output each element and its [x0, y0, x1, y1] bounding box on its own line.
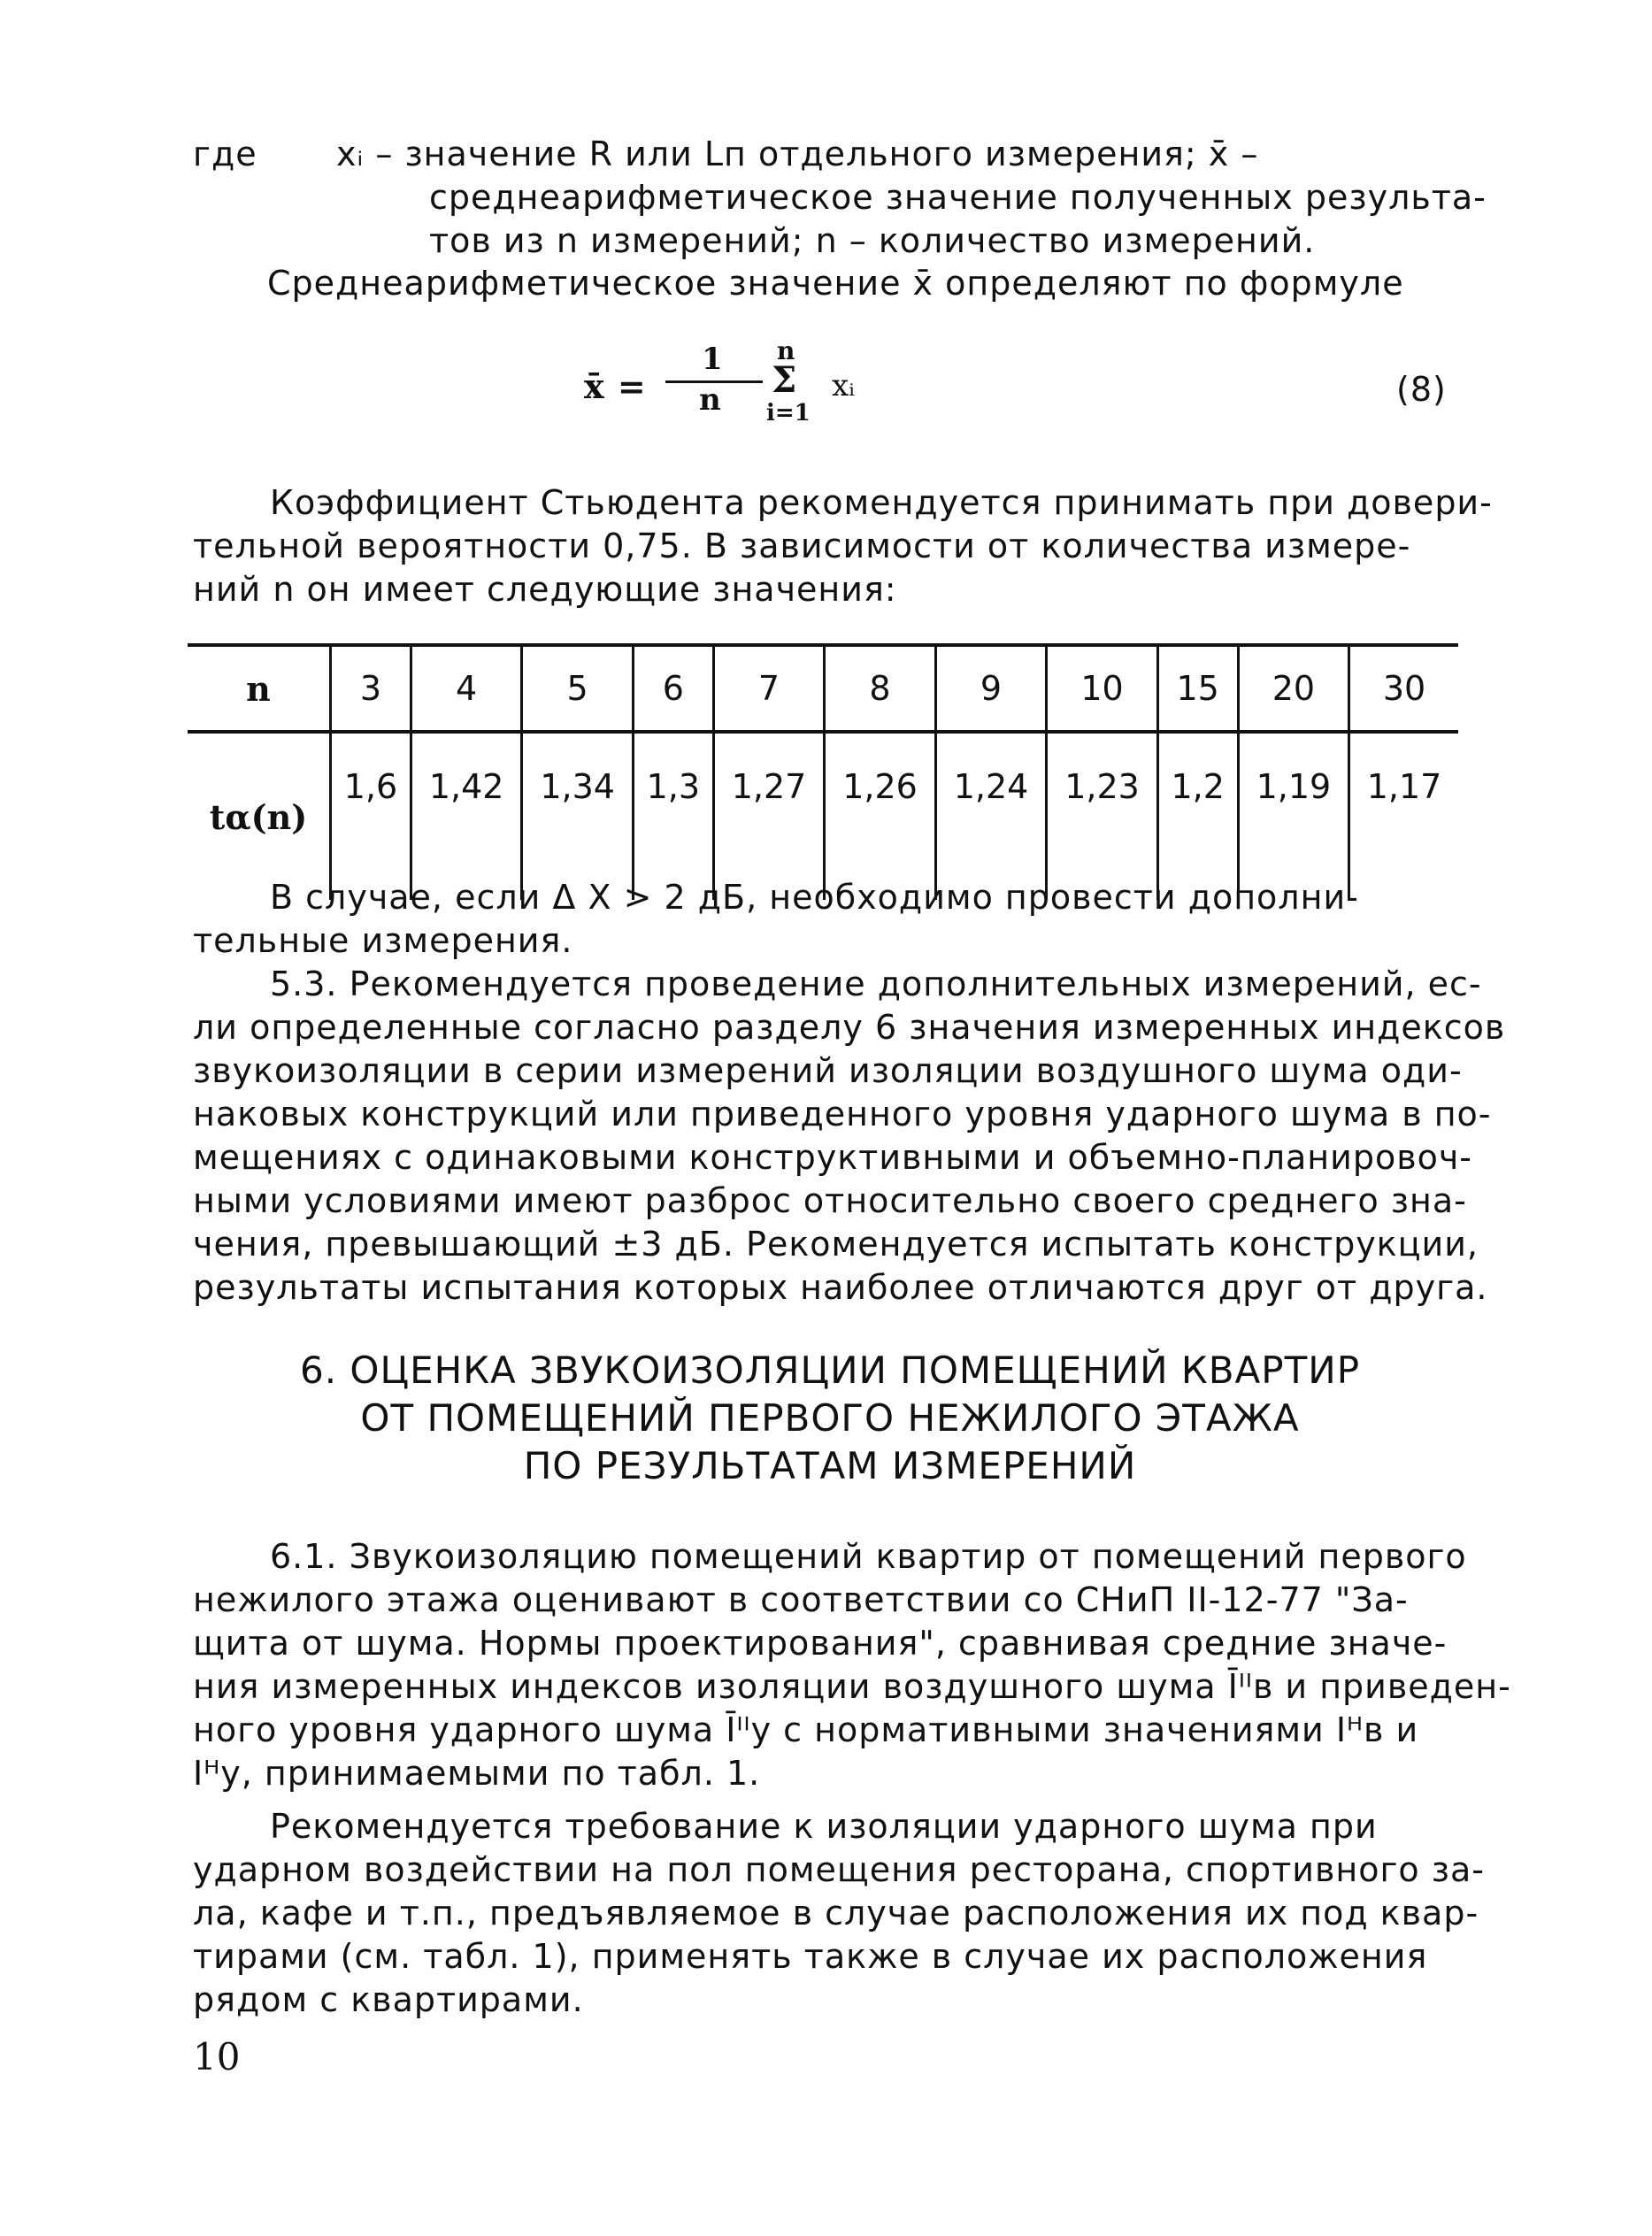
para-5-3-line: наковых конструкций или приведенного уровня ударного шума в по- [193, 1095, 1492, 1133]
para-6-1-line: ного уровня ударного шума Īᴵᴵу с нормативными значениями Iᴴв и [193, 1710, 1419, 1749]
definitions-line-1: xᵢ – значение R или Lп отдельного измерения; x̄ – [336, 134, 1259, 173]
para-5-3-line: ными условиями имеют разброс относительно своего среднего зна- [193, 1181, 1467, 1220]
definitions-line-4: Среднеарифметическое значение x̄ определяют по формуле [267, 264, 1404, 303]
para-recommend-line: ударном воздействии на пол помещения ресторана, спортивного за- [193, 1850, 1485, 1889]
table-cell: 9 [935, 645, 1047, 732]
formula-lhs: x̄ = [584, 366, 647, 406]
table-cell: 1,23 [1047, 732, 1158, 900]
student-coefficient-table [188, 643, 1458, 900]
table-cell: 1,17 [1349, 732, 1458, 900]
table-cell: 20 [1238, 645, 1349, 732]
table-cell: 30 [1349, 645, 1458, 732]
section-title-line: ПО РЕЗУЛЬТАТАМ ИЗМЕРЕНИЙ [523, 1444, 1137, 1487]
table-cell: 1,34 [522, 732, 634, 900]
table-cell: 1,42 [411, 732, 522, 900]
table-cell: 1,19 [1238, 732, 1349, 900]
table-cell: 1,26 [825, 732, 936, 900]
delta-para-line-2: тельные измерения. [193, 921, 573, 960]
sum-upper-limit: n [777, 336, 795, 365]
table-row [188, 732, 1458, 900]
formula-numerator: 1 [702, 342, 723, 377]
table-cell: 1,6 [331, 732, 411, 900]
para-6-1-line: ния измеренных индексов изоляции воздушного шума Īᴵᴵв и приведен- [193, 1667, 1511, 1706]
delta-para-line-1: В случае, если Δ X > 2 дБ, необходимо провести дополни- [270, 878, 1359, 917]
table-cell: 4 [411, 645, 522, 732]
para-5-3-line: чения, превышающий ±3 дБ. Рекомендуется испытать конструкции, [193, 1225, 1479, 1264]
table-cell: 1,24 [935, 732, 1047, 900]
table-cell: 1,27 [713, 732, 825, 900]
para-5-3-line: 5.3. Рекомендуется проведение дополнительных измерений, ес- [270, 964, 1482, 1003]
definitions-line-3: тов из n измерений; n – количество измерений. [429, 221, 1316, 260]
table-row [188, 645, 1458, 732]
section-title-line: 6. ОЦЕНКА ЗВУКОИЗОЛЯЦИИ ПОМЕЩЕНИЙ КВАРТИР [299, 1349, 1361, 1392]
table-cell: 15 [1157, 645, 1238, 732]
student-para-line-2: тельной вероятности 0,75. В зависимости от количества измере- [193, 526, 1411, 565]
sum-symbol: Σ [772, 359, 797, 401]
para-6-1-line: 6.1. Звукоизоляцию помещений квартир от помещений первого [270, 1537, 1467, 1576]
formula-number: (8) [1396, 370, 1447, 409]
para-5-3-line: мещениях с одинаковыми конструктивными и объемно-планировоч- [193, 1138, 1472, 1177]
para-6-1-line: Iᴴу, принимаемыми по табл. 1. [193, 1754, 761, 1793]
para-5-3-line: звукоизоляции в серии измерений изоляции воздушного шума оди- [193, 1051, 1463, 1090]
para-recommend-line: Рекомендуется требование к изоляции ударного шума при [270, 1807, 1378, 1846]
table-cell: 1,2 [1157, 732, 1238, 900]
table-cell: 6 [633, 645, 713, 732]
definitions-line-2: среднеарифметическое значение полученных результа- [429, 178, 1487, 217]
section-title-line: ОТ ПОМЕЩЕНИЙ ПЕРВОГО НЕЖИЛОГО ЭТАЖА [360, 1396, 1300, 1440]
student-para-line-1: Коэффициент Стьюдента рекомендуется принимать при довери- [270, 483, 1493, 522]
table-cell: 5 [522, 645, 634, 732]
table-cell: 10 [1047, 645, 1158, 732]
para-6-1-line: щита от шума. Нормы проектирования", сравнивая средние значе- [193, 1624, 1448, 1663]
table-cell: 7 [713, 645, 825, 732]
para-6-1-line: нежилого этажа оценивают в соответствии со СНиП II-12-77 "За- [193, 1580, 1409, 1619]
definitions-where: где [193, 134, 257, 173]
formula-denominator: n [699, 382, 721, 418]
table-cell-n-label: n [188, 645, 331, 732]
table-cell: 8 [825, 645, 936, 732]
para-5-3-line: результаты испытания которых наиболее отличаются друг от друга. [193, 1268, 1488, 1307]
student-para-line-3: ний n он имеет следующие значения: [193, 570, 897, 609]
para-recommend-line: тирами (см. табл. 1), применять также в случае их расположения [193, 1937, 1428, 1976]
table-cell-t-label: tα(n) [209, 796, 308, 837]
table-cell: 3 [331, 645, 411, 732]
para-recommend-line: ла, кафе и т.п., предъявляемое в случае расположения их под квар- [193, 1894, 1479, 1932]
para-5-3-line: ли определенные согласно разделу 6 значения измеренных индексов [193, 1008, 1506, 1047]
table-cell: 1,3 [633, 732, 713, 900]
page-number: 10 [193, 2035, 241, 2078]
formula-term: xᵢ [832, 368, 856, 403]
sum-lower-limit: i=1 [766, 400, 811, 426]
para-recommend-line: рядом с квартирами. [193, 1980, 584, 2019]
